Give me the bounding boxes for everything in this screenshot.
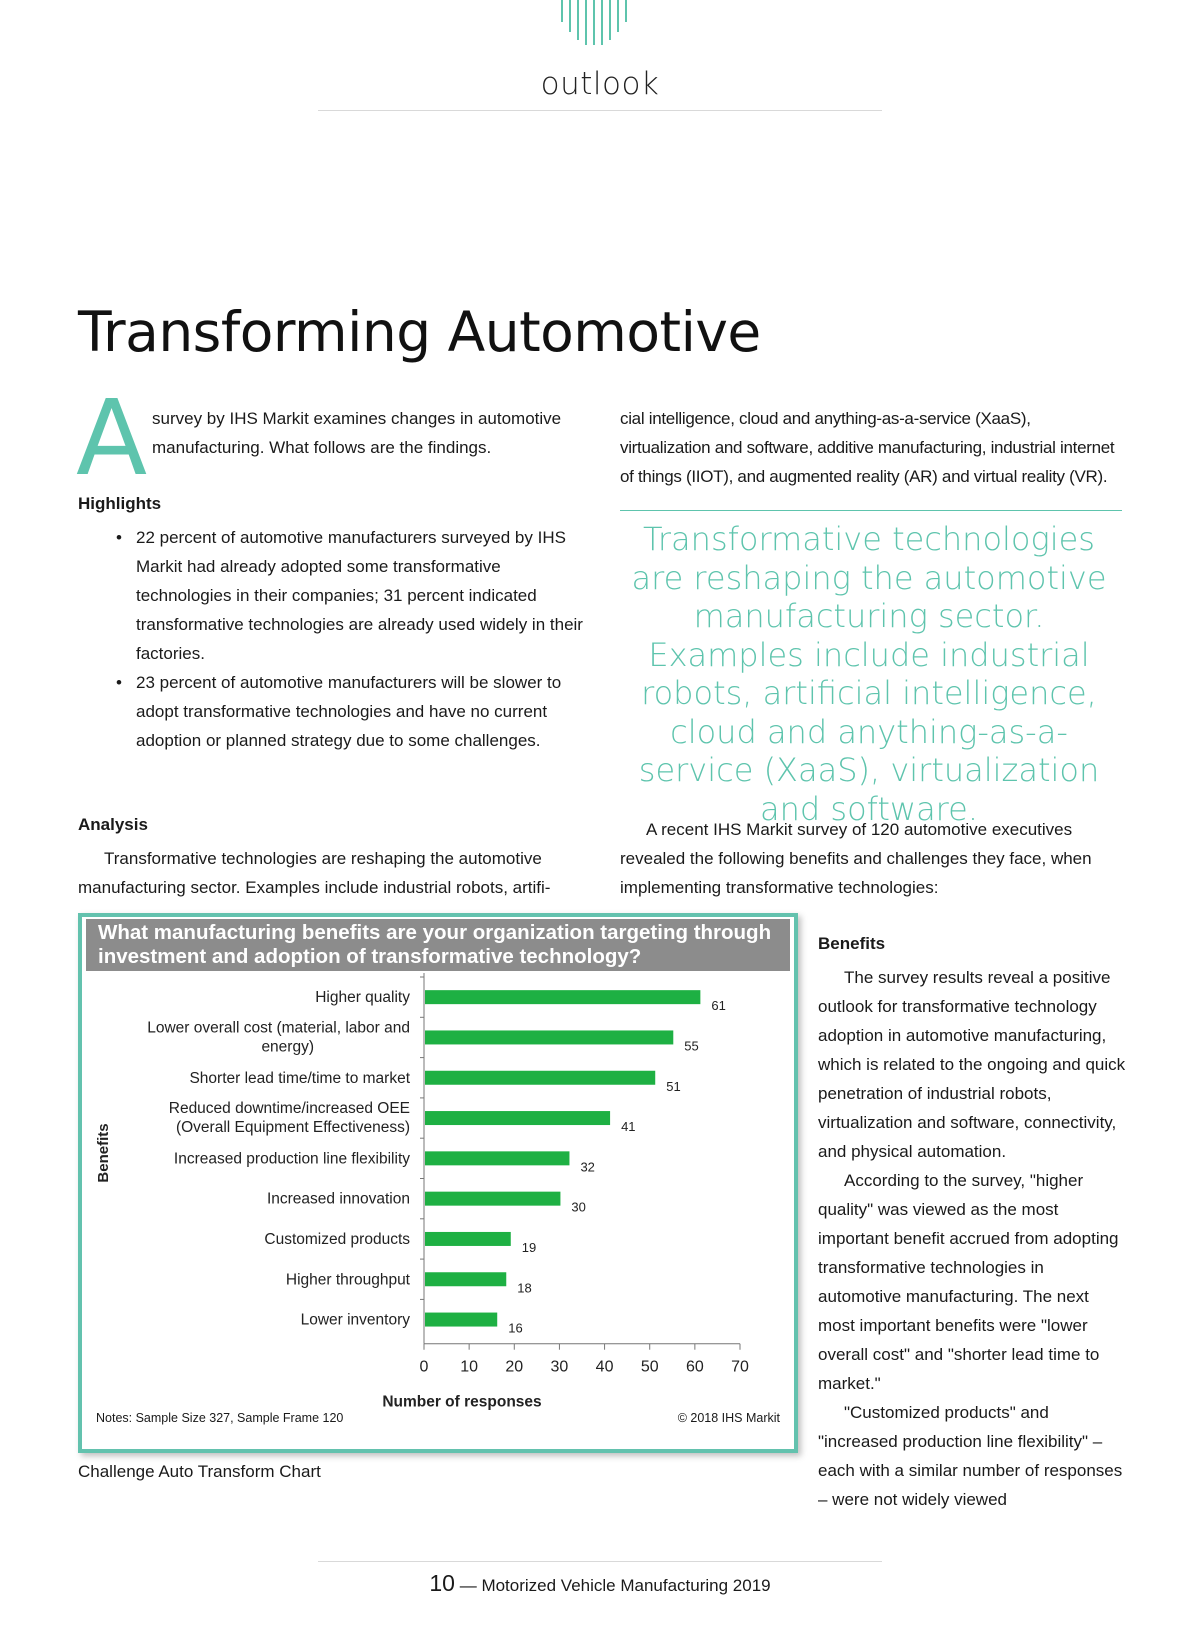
benefits-paragraph: The survey results reveal a positive outlook for transformative technology adoption in automotive manufacturing, which is related to the ongoing and quick penetration of industrial robots, virtualization and software, connectivity, and physical automation. <box>818 968 1126 1161</box>
x-tick-label: 20 <box>505 1358 524 1376</box>
category-label: Increased innovation <box>266 1190 410 1208</box>
data-label: 18 <box>517 1280 532 1296</box>
category-label: Higher throughput <box>285 1271 410 1289</box>
bar <box>425 1232 511 1246</box>
chart-copyright: © 2018 IHS Markit <box>677 1411 780 1425</box>
x-tick-label: 50 <box>640 1358 659 1376</box>
x-tick-label: 0 <box>419 1358 429 1376</box>
analysis-heading: Analysis <box>78 815 148 834</box>
header-ornament <box>0 0 1200 48</box>
bar <box>425 1071 655 1085</box>
header-rule <box>318 110 882 111</box>
chart-caption: Challenge Auto Transform Chart <box>78 1462 321 1481</box>
publication-name: Motorized Vehicle Manufacturing 2019 <box>481 1576 771 1595</box>
x-tick-label: 70 <box>731 1358 749 1376</box>
benefits-text <box>818 963 1128 1514</box>
bar <box>425 1151 569 1165</box>
drop-cap: A <box>76 377 148 499</box>
category-label: Lower overall cost (material, labor and energy) <box>147 1019 410 1056</box>
chart-title: What manufacturing benefits are your organization targeting through investment and adoption of transformative technology? <box>86 919 790 971</box>
data-label: 51 <box>666 1078 681 1094</box>
list-item: • 23 percent of automotive manufacturers will be slower to adopt transformative technologies and have no current adoption or planned strategy due to some challenges. <box>114 668 584 755</box>
footer-separator: — <box>459 1576 477 1595</box>
pull-quote: Transformative technologies are reshaping the automotive manufacturing sector. Examples include industrial robots, artificial intelligence, cloud and anything-as-a-service (XaaS), virtualization and software. <box>631 520 1107 828</box>
data-label: 30 <box>571 1199 586 1215</box>
category-label: Shorter lead time/time to market <box>189 1069 410 1087</box>
analysis-paragraph: Transformative technologies are reshaping the automotive manufacturing sector. Examples include industrial robots, artifi- <box>78 849 551 897</box>
data-label: 16 <box>508 1320 523 1336</box>
bar <box>425 1111 610 1125</box>
data-label: 55 <box>684 1038 699 1054</box>
x-tick-label: 60 <box>685 1358 704 1376</box>
chart-notes: Notes: Sample Size 327, Sample Frame 120 <box>96 1411 344 1425</box>
highlights-list <box>114 523 584 755</box>
page-footer <box>0 1570 1200 1597</box>
list-item: • 22 percent of automotive manufacturers surveyed by IHS Markit had already adopted some transformative technologies in their companies; 31 percent indicated transformative technologies are already used widely in their factories. <box>114 523 584 668</box>
bar <box>425 1192 560 1206</box>
article-title: Transforming Automotive <box>78 300 761 364</box>
x-tick-label: 30 <box>550 1358 569 1376</box>
benefits-paragraph: According to the survey, "higher quality" was viewed as the most important benefit accrued from adopting transformative technologies in automotive manufacturing. The next most important benefits were "lower overall cost" and "shorter lead time to market." <box>818 1171 1119 1393</box>
data-label: 32 <box>580 1159 595 1175</box>
data-label: 41 <box>621 1119 636 1135</box>
data-label: 61 <box>711 998 726 1014</box>
pull-quote-rule <box>620 510 1122 511</box>
category-label: Increased production line flexibility <box>173 1150 410 1168</box>
survey-paragraph: A recent IHS Markit survey of 120 automotive executives revealed the following benefits and challenges they face, when implementing transformative technologies: <box>620 820 1092 897</box>
x-axis-label: Number of responses <box>382 1393 542 1411</box>
bar-chart <box>82 917 794 1449</box>
category-label: Reduced downtime/increased OEE (Overall Equipment Effectiveness) <box>168 1100 410 1137</box>
bar <box>425 1313 497 1327</box>
bar <box>425 1272 506 1286</box>
chart-figure <box>78 913 798 1453</box>
intro-paragraph: survey by IHS Markit examines changes in automotive manufacturing. What follows are the findings. <box>152 409 562 457</box>
footer-rule <box>318 1561 882 1562</box>
benefits-heading: Benefits <box>818 934 886 953</box>
highlights-heading: Highlights <box>78 494 162 513</box>
benefits-paragraph: "Customized products" and "increased production line flexibility" – each with a similar number of responses – were not widely viewed <box>818 1403 1123 1509</box>
data-label: 19 <box>521 1239 537 1255</box>
bar <box>425 1030 673 1044</box>
right-column-paragraph: cial intelligence, cloud and anything-as-a-service (XaaS), virtualization and software, additive manufacturing, industrial internet of things (IIOT), and augmented reality (AR) and virtual reality (VR). <box>620 409 1115 486</box>
section-label: outlook <box>540 66 660 102</box>
page-number: 10 <box>429 1570 455 1596</box>
x-tick-label: 40 <box>595 1358 614 1376</box>
category-label: Customized products <box>264 1230 410 1248</box>
category-label: Lower inventory <box>300 1311 410 1329</box>
x-tick-label: 10 <box>460 1358 479 1376</box>
bar <box>425 990 700 1004</box>
y-axis-label: Benefits <box>95 1123 112 1183</box>
category-label: Higher quality <box>315 989 410 1007</box>
